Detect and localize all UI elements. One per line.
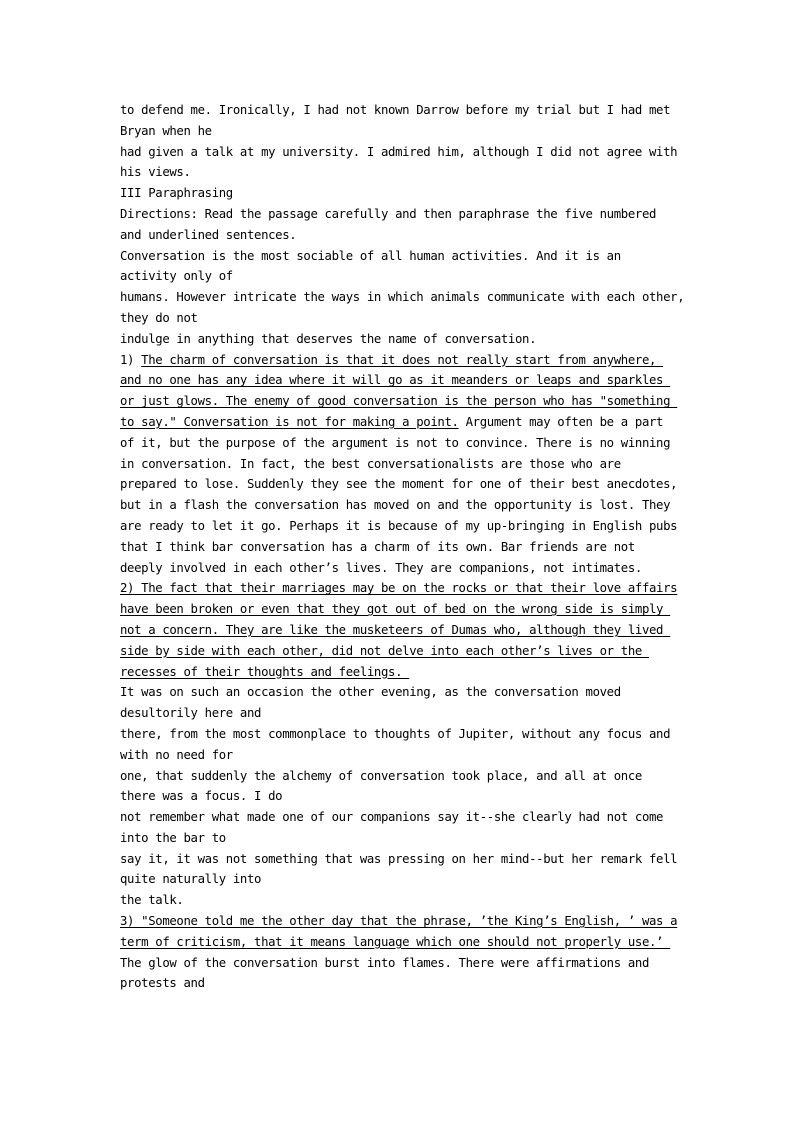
text-line bbox=[120, 703, 680, 724]
text-line bbox=[120, 786, 680, 807]
line-text: that I think bar conversation has a charm of its own. Bar friends are not bbox=[120, 539, 635, 554]
line-text: there was a focus. I do bbox=[120, 789, 283, 804]
line-text: humans. However intricate the ways in which animals communicate with each other, bbox=[120, 290, 685, 305]
line-text: his views. bbox=[120, 165, 191, 180]
line-text: It was on such an occasion the other evening, as the conversation moved bbox=[120, 685, 621, 700]
underlined-sentence: side by side with each other, did not delve into each other’s lives or the bbox=[120, 643, 650, 658]
text-line bbox=[120, 849, 680, 870]
text-line bbox=[120, 204, 680, 225]
text-line bbox=[120, 350, 680, 371]
text-line bbox=[120, 745, 680, 766]
text-line bbox=[120, 121, 680, 142]
line-text: Directions: Read the passage carefully and then paraphrase the five numbered bbox=[120, 206, 657, 221]
text-line bbox=[120, 766, 680, 787]
underlined-sentence: have been broken or even that they got out of bed on the wrong side is simply bbox=[120, 602, 671, 617]
line-text: desultorily here and bbox=[120, 706, 262, 721]
text-line bbox=[120, 183, 680, 204]
underlined-sentence: 2) The fact that their marriages may be on the rocks or that their love affairs bbox=[120, 581, 678, 596]
line-text: Conversation is the most sociable of all human activities. And it is an bbox=[120, 248, 621, 263]
document-page bbox=[120, 100, 685, 994]
line-text: but in a flash the conversation has moved on and the opportunity is lost. They bbox=[120, 498, 671, 513]
text-line bbox=[120, 724, 680, 745]
text-line bbox=[120, 495, 680, 516]
text-line bbox=[120, 662, 680, 683]
line-text-continuation: Argument may often be a part bbox=[458, 414, 664, 429]
text-line bbox=[120, 162, 680, 183]
line-text: The glow of the conversation burst into flames. There were affirmations and bbox=[120, 955, 650, 970]
line-text: of it, but the purpose of the argument is not to convince. There is no winning bbox=[120, 435, 671, 450]
line-text: the talk. bbox=[120, 893, 184, 908]
underlined-sentence: The charm of conversation is that it does not really start from anywhere, bbox=[141, 352, 664, 367]
text-line bbox=[120, 953, 680, 974]
text-line bbox=[120, 890, 680, 911]
underlined-sentence: not a concern. They are like the musketeers of Dumas who, although they lived bbox=[120, 622, 671, 637]
line-text: one, that suddenly the alchemy of conversation took place, and all at once bbox=[120, 768, 642, 783]
text-line bbox=[120, 100, 680, 121]
text-line bbox=[120, 391, 680, 412]
underlined-sentence: or just glows. The enemy of good conversation is the person who has "something bbox=[120, 394, 678, 409]
text-line bbox=[120, 620, 680, 641]
line-text: had given a talk at my university. I admired him, although I did not agree with bbox=[120, 144, 678, 159]
line-text: and underlined sentences. bbox=[120, 227, 297, 242]
text-line bbox=[120, 641, 680, 662]
line-text: they do not bbox=[120, 310, 198, 325]
line-text: to defend me. Ironically, I had not known Darrow before my trial but I had met bbox=[120, 103, 671, 117]
underlined-sentence: term of criticism, that it means language which one should not properly use.’ bbox=[120, 934, 671, 949]
text-line bbox=[120, 537, 680, 558]
text-line bbox=[120, 474, 680, 495]
underlined-sentence: 3) "Someone told me the other day that the phrase, ’the King’s English, ’ was a bbox=[120, 914, 678, 929]
text-line bbox=[120, 599, 680, 620]
line-text: into the bar to bbox=[120, 830, 226, 845]
text-line bbox=[120, 142, 680, 163]
underlined-sentence: and no one has any idea where it will go as it meanders or leaps and sparkles bbox=[120, 373, 671, 388]
line-text: are ready to let it go. Perhaps it is because of my up-bringing in English pubs bbox=[120, 518, 678, 533]
text-line bbox=[120, 412, 680, 433]
line-text: deeply involved in each other’s lives. They are companions, not intimates. bbox=[120, 560, 642, 575]
line-text: there, from the most commonplace to thoughts of Jupiter, without any focus and bbox=[120, 726, 671, 741]
line-text: activity only of bbox=[120, 269, 233, 284]
text-line bbox=[120, 454, 680, 475]
line-text: say it, it was not something that was pressing on her mind--but her remark fell bbox=[120, 851, 678, 866]
line-text: indulge in anything that deserves the name of conversation. bbox=[120, 331, 537, 346]
text-line bbox=[120, 578, 680, 599]
text-line bbox=[120, 516, 680, 537]
text-line bbox=[120, 828, 680, 849]
text-line bbox=[120, 266, 680, 287]
line-text: not remember what made one of our companions say it--she clearly had not come bbox=[120, 810, 664, 825]
text-line bbox=[120, 932, 680, 953]
text-line bbox=[120, 973, 680, 994]
line-text: quite naturally into bbox=[120, 872, 262, 887]
text-line bbox=[120, 287, 685, 308]
text-line bbox=[120, 370, 680, 391]
text-line bbox=[120, 225, 680, 246]
text-line bbox=[120, 869, 680, 890]
line-text: with no need for bbox=[120, 747, 233, 762]
underlined-sentence: recesses of their thoughts and feelings. bbox=[120, 664, 410, 679]
text-line bbox=[120, 433, 680, 454]
underlined-sentence: to say." Conversation is not for making a point. bbox=[120, 414, 459, 429]
line-text: III Paraphrasing bbox=[120, 186, 233, 201]
text-line bbox=[120, 558, 680, 579]
line-text: in conversation. In fact, the best conversationalists are those who are bbox=[120, 456, 621, 471]
item-number: 1) bbox=[120, 352, 142, 367]
line-text: Bryan when he bbox=[120, 123, 212, 138]
text-line bbox=[120, 911, 680, 932]
line-text: protests and bbox=[120, 976, 205, 991]
text-line bbox=[120, 807, 680, 828]
text-line bbox=[120, 246, 680, 267]
line-text: prepared to lose. Suddenly they see the moment for one of their best anecdotes, bbox=[120, 477, 678, 492]
text-line bbox=[120, 682, 680, 703]
text-line bbox=[120, 308, 680, 329]
text-line bbox=[120, 329, 680, 350]
